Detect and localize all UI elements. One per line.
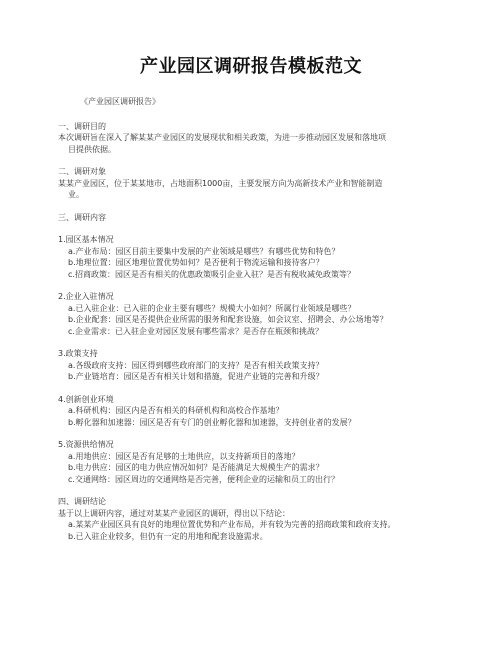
subsection-heading: 5.资源供给情况 (58, 440, 114, 449)
list-item: b.企业配套：园区是否提供企业所需的服务和配套设施，如会议室、招聘会、办公场地等？ (68, 315, 388, 324)
list-item: a.产业布局：园区目前主要集中发展的产业领域是哪些？有哪些优势和特色？ (68, 246, 340, 256)
list-item: a.各级政府支持：园区得到哪些政府部门的支持？是否有相关政策支持？ (68, 360, 324, 370)
document-body (58, 96, 460, 542)
list-item: a.用地供应：园区是否有足够的土地供应，以支持新项目的落地？ (68, 451, 300, 461)
document-title: 产业园区调研报告模板范文 (140, 56, 362, 77)
list-item: a.科研机构：园区内是否有相关的科研机构和高校合作基地？ (68, 406, 284, 415)
list-item: b.产业链培育：园区是否有相关计划和措施，促进产业链的完善和升级？ (68, 372, 324, 381)
paragraph-line: 基于以上调研内容，通过对某某产业园区的调研，得出以下结论： (58, 508, 290, 518)
list-item: a.已入驻企业：已入驻的企业主要有哪些？规模大小如何？所属行业领域是哪些？ (68, 303, 356, 313)
section-heading-content: 三、调研内容 (58, 212, 106, 222)
paragraph-line: 本次调研旨在深入了解某某产业园区的发展现状和相关政策，为进一步推动园区发展和落地项 (58, 133, 386, 142)
list-item: a.某某产业园区具有良好的地理位置优势和产业布局，并有较为完善的招商政策和政府支持。 (68, 520, 396, 529)
list-item: b.孵化器和加速器：园区是否有专门的创业孵化器和加速器，支持创业者的发展？ (68, 417, 356, 427)
paragraph-line: 业。 (68, 190, 84, 199)
report-subtitle: 《产业园区调研报告》 (80, 97, 160, 106)
paragraph-line: 某某产业园区，位于某某地市，占地面积1000亩，主要发展方向为高新技术产业和智能制造 (58, 178, 383, 188)
subsection-heading: 4.创新创业环境 (58, 394, 114, 404)
list-item: b.电力供应：园区的电力供应情况如何？是否能满足大规模生产的需求？ (68, 463, 324, 472)
list-item: c.招商政策：园区是否有相关的优惠政策吸引企业入驻？是否有税收减免政策等？ (68, 269, 355, 279)
list-item: c.企业需求：已入驻企业对园区发展有哪些需求？是否存在瓶颈和挑战？ (68, 326, 323, 336)
section-heading-subject: 二、调研对象 (58, 167, 106, 176)
list-item: b.地理位置：园区地理位置优势如何？是否便利于物流运输和接待客户？ (68, 258, 324, 267)
subsection-heading: 1.园区基本情况 (58, 235, 114, 244)
list-item: c.交通网络：园区周边的交通网络是否完善，便利企业的运输和员工的出行？ (68, 474, 339, 484)
subsection-heading: 2.企业入驻情况 (58, 292, 114, 301)
list-item: b.已入驻企业较多，但仍有一定的用地和配套设施需求。 (68, 531, 268, 541)
section-heading-conclusion: 四、调研结论 (58, 497, 106, 506)
paragraph-line: 目提供依据。 (68, 144, 116, 154)
subsection-heading: 3.政策支持 (58, 349, 98, 358)
section-heading-purpose: 一、调研目的 (58, 121, 106, 131)
